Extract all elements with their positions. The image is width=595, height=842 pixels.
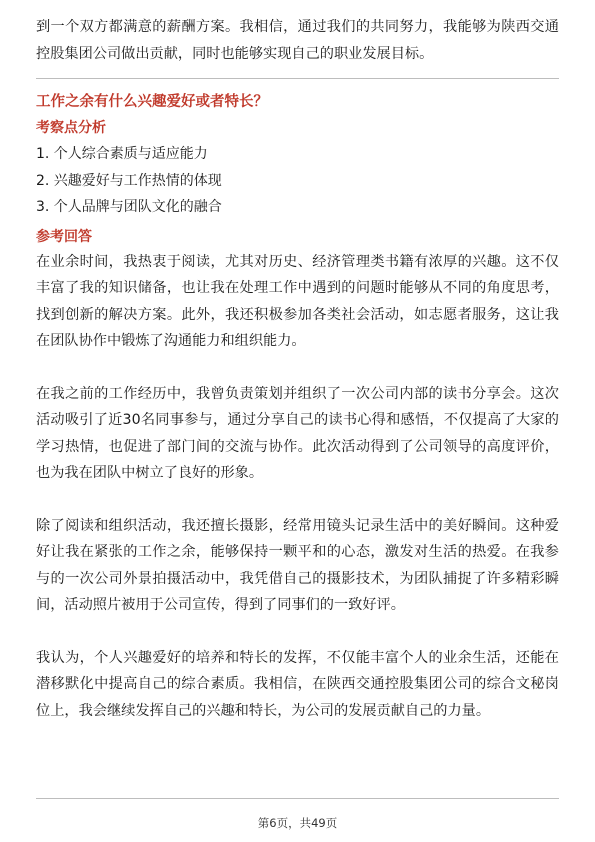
list-item: 1. 个人综合素质与适应能力 (36, 146, 208, 162)
answer-paragraph: 在我之前的工作经历中，我曾负责策划并组织了一次公司内部的读书分享会。这次活动吸引了近30名同事参与，通过分享自己的读书心得和感悟，不仅提高了大家的学习热情，也促进了部门间的交流与协作。此次活动得到了公司领导的高度评价，也为我在团队中树立了良好的形象。 (36, 385, 559, 481)
analysis-list (36, 141, 559, 221)
intro-paragraph: 到一个双方都满意的薪酬方案。我相信，通过我们的共同努力，我能够为陕西交通控股集团公司做出贡献，同时也能够实现自己的职业发展目标。 (36, 19, 559, 62)
document-page (36, 14, 559, 724)
list-item: 2. 兴趣爱好与工作热情的体现 (36, 172, 222, 189)
question-title: 工作之余有什么兴趣爱好或者特长？ (36, 94, 268, 110)
answer-paragraph: 我认为，个人兴趣爱好的培养和特长的发挥，不仅能丰富个人的业余生活，还能在潜移默化中提高自己的综合素质。我相信，在陕西交通控股集团公司的综合文秘岗位上，我会继续发挥自己的兴趣和特长，为公司的发展贡献自己的力量。 (36, 649, 559, 719)
section-divider (36, 78, 559, 79)
analysis-heading: 考察点分析 (36, 120, 106, 136)
list-item: 3. 个人品牌与团队文化的融合 (36, 199, 222, 215)
footer-divider (36, 798, 559, 799)
page-number: 第6页，共49页 (257, 816, 338, 830)
answer-paragraph: 在业余时间，我热衷于阅读，尤其对历史、经济管理类书籍有浓厚的兴趣。这不仅丰富了我的知识储备，也让我在处理工作中遇到的问题时能够从不同的角度思考，找到创新的解决方案。此外，我还积极参加各类社会活动，如志愿者服务，这让我在团队协作中锻炼了沟通能力和组织能力。 (36, 253, 559, 349)
answer-heading: 参考回答 (36, 228, 92, 245)
answer-body (36, 249, 559, 725)
answer-paragraph: 除了阅读和组织活动，我还擅长摄影，经常用镜头记录生活中的美好瞬间。这种爱好让我在紧张的工作之余，能够保持一颗平和的心态，激发对生活的热爱。在我参与的一次公司外景拍摄活动中，我凭借自己的摄影技术，为团队捕捉了许多精彩瞬间，活动照片被用于公司宣传，得到了同事们的一致好评。 (36, 517, 559, 613)
